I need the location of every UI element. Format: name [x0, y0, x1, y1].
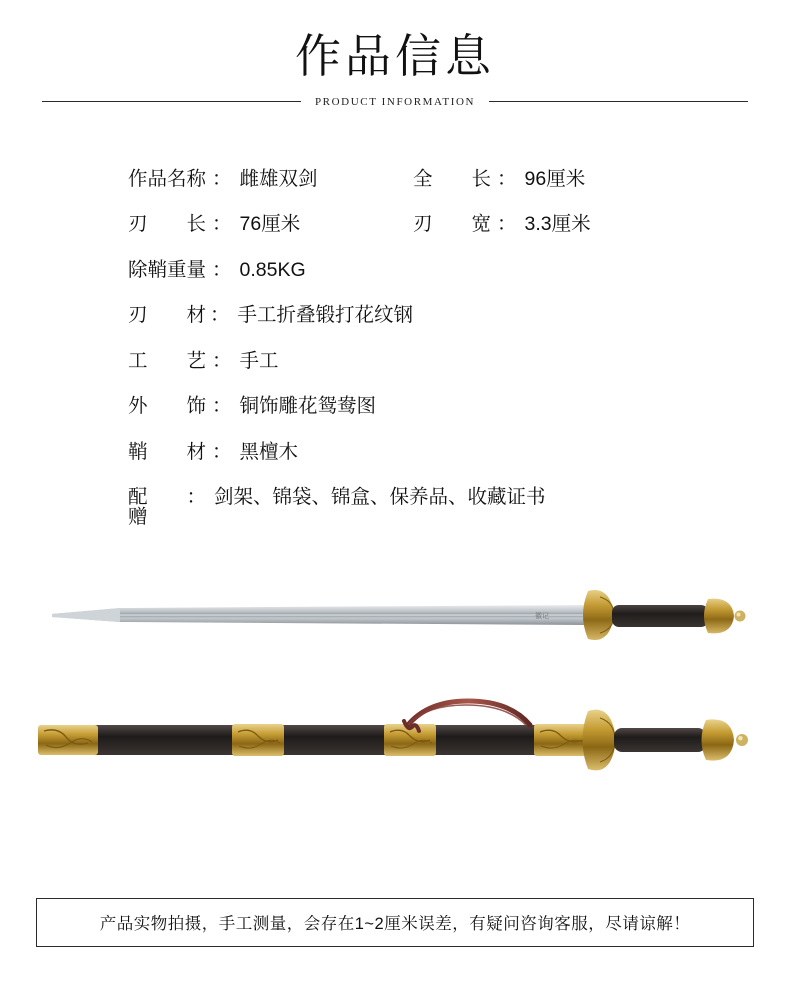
spec-value: 铜饰雕花鸳鸯图: [239, 395, 377, 417]
spec-value: 96厘米: [524, 167, 586, 190]
spec-label: 作品名称: [128, 167, 207, 190]
spec-colon: ：: [212, 395, 232, 417]
spec-value: 雌雄双剑: [239, 167, 318, 190]
spec-item-scabbard-material: [128, 440, 413, 463]
spec-item-weight: [128, 258, 413, 281]
spec-label: 工 艺: [128, 349, 207, 372]
spec-label: 刃 宽: [413, 213, 492, 235]
spec-colon: ：: [186, 486, 207, 508]
spec-colon: ：: [212, 167, 232, 190]
spec-row: [128, 488, 790, 527]
spec-label: 配 赠: [128, 486, 187, 528]
spec-colon: ：: [212, 213, 232, 235]
document-header: [0, 0, 790, 108]
spec-value: 3.3厘米: [524, 213, 591, 235]
spec-colon: ：: [497, 213, 517, 235]
spec-label: 外 饰: [128, 395, 207, 417]
page-title: 作品信息: [295, 31, 495, 82]
spec-item-blade-material: [128, 306, 413, 326]
spec-value: 手工折叠锻打花纹钢: [237, 304, 413, 326]
spec-row: [128, 440, 790, 463]
spec-label: 鞘 材: [128, 440, 207, 463]
spec-item-fittings: [128, 397, 413, 417]
spec-label: 刃 材: [128, 304, 207, 326]
spec-item-product-name: [128, 167, 413, 190]
spec-value: 76厘米: [239, 213, 301, 235]
spec-colon: ：: [497, 167, 517, 190]
sheathed-sword-photo: [0, 685, 790, 810]
spec-colon: ：: [209, 304, 230, 326]
spec-label: 全 长: [413, 167, 492, 190]
spec-item-blade-length: [128, 215, 413, 235]
spec-row: [128, 258, 790, 281]
spec-row: [128, 167, 790, 190]
divider-line-right: [489, 101, 748, 102]
disclaimer-note: 产品实物拍摄，手工测量，会存在1~2厘米误差，有疑问咨询客服，尽请谅解！: [36, 898, 754, 947]
page-subtitle: PRODUCT INFORMATION: [314, 95, 476, 108]
spec-item-craft: [128, 349, 413, 372]
spec-item-total-length: [413, 167, 586, 190]
spec-label: 刃 长: [128, 213, 207, 235]
product-image-group: [0, 565, 790, 865]
svg-text:徽记: 徽记: [535, 612, 549, 620]
spec-row: [128, 397, 790, 417]
spec-value: 剑架、锦袋、锦盒、保养品、收藏证书: [214, 486, 546, 508]
spec-colon: ：: [212, 349, 232, 372]
spec-item-blade-width: [413, 215, 591, 235]
divider-line-left: [42, 101, 301, 102]
spec-row: [128, 306, 790, 326]
spec-colon: ：: [212, 440, 232, 463]
spec-label: 除鞘重量: [128, 258, 207, 281]
spec-item-accessories: [128, 486, 546, 528]
specification-list: [0, 167, 790, 528]
spec-value: 黑檀木: [239, 440, 299, 463]
header-divider: [0, 96, 790, 108]
bare-sword-photo: [0, 565, 790, 680]
spec-row: [128, 215, 790, 235]
spec-colon: ：: [212, 258, 232, 281]
spec-row: [128, 349, 790, 372]
spec-value: 手工: [239, 349, 279, 372]
spec-value: 0.85KG: [239, 258, 306, 281]
